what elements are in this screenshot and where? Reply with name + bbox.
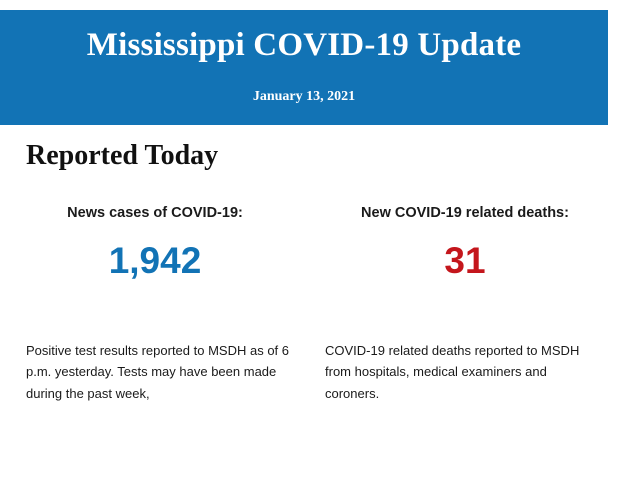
stat-new-deaths [310, 205, 620, 279]
stat-new-cases-label: News cases of COVID-19: [67, 205, 243, 221]
stat-new-deaths-value: 31 [444, 240, 486, 281]
section-heading-reported-today: Reported Today [26, 140, 219, 171]
stat-new-cases-description: Positive test results reported to MSDH as of 6 p.m. yesterday. Tests may have been made during the past week, [26, 343, 289, 401]
page-title: Mississippi COVID-19 Update [86, 27, 522, 63]
stat-new-cases [0, 205, 310, 279]
stats-row [0, 205, 620, 279]
stat-new-deaths-description: COVID-19 related deaths reported to MSDH from hospitals, medical examiners and coroners. [325, 343, 580, 401]
stat-new-cases-value: 1,942 [108, 240, 202, 281]
header-banner [0, 10, 608, 125]
report-date: January 13, 2021 [252, 89, 356, 104]
stat-new-deaths-label: New COVID-19 related deaths: [361, 205, 569, 221]
